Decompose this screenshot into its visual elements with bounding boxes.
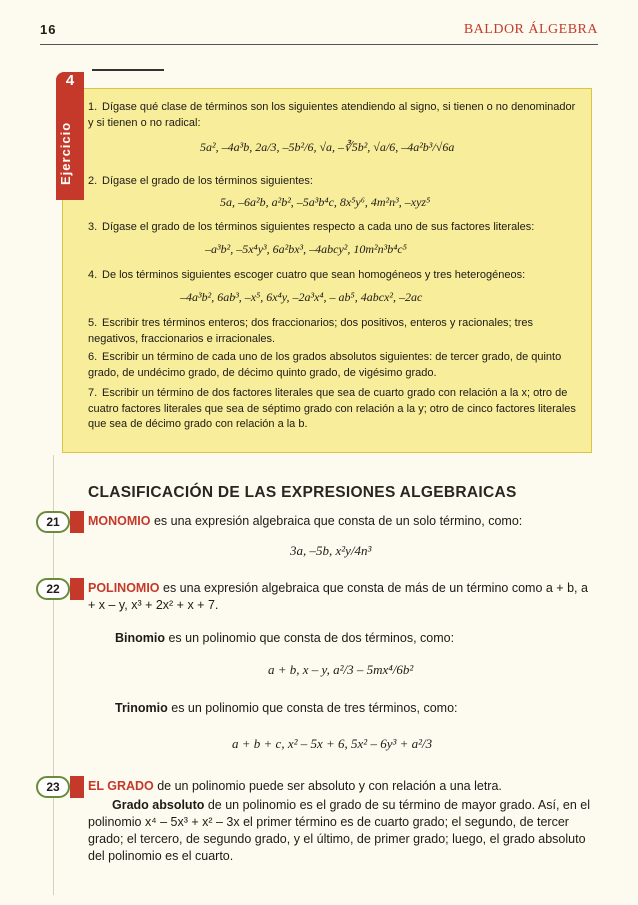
header-rule: [40, 44, 598, 45]
exercise-top-rule: [92, 69, 164, 71]
trinomio-definition: [115, 700, 593, 717]
paragraph-marker: [70, 578, 84, 600]
exercise-item-4: [88, 268, 576, 284]
grado-absoluto-term: Grado absoluto: [112, 798, 205, 812]
exercise-item-2: [88, 174, 576, 190]
item-number: 1.: [88, 101, 98, 113]
grado-absoluto-text: de un polinomio es el grado de su término de mayor grado. Así, en el polinomio x⁴ – 5x³ + x² – 3x el primer término es de cuarto grado; el segundo, de tercer grado; el tercero, de segundo grado, y el último, de primer grado; luego, el grado absoluto del polinomio es el cuarto.: [88, 798, 591, 863]
grado-definition: [88, 778, 593, 795]
item-text: Dígase el grado de los términos siguientes respecto a cada uno de sus factores literales:: [102, 221, 535, 233]
paragraph-marker: [70, 776, 84, 798]
monomio-term: MONOMIO: [88, 514, 151, 528]
polinomio-text: es una expresión algebraica que consta de más de un término como a + b, a + x – y, x³ + 2x² + x + 7.: [88, 581, 588, 612]
item-text: Escribir un término de cada uno de los grados absolutos siguientes: de tercer grado, de quinto grado, de undécimo grado, de décimo quinto grado, de vigésimo grado.: [88, 351, 562, 379]
binomio-definition: [115, 630, 593, 647]
item-text: Escribir un término de dos factores literales que sea de cuarto grado con relación a la x; otro de cuatro factores literales que sea de séptimo grado con relación a la y; otro de cinco factores literales que sea de décimo grado con relación a la b.: [88, 387, 576, 430]
item-text: Dígase qué clase de términos son los siguientes atendiendo al signo, si tienen o no denominador y si tienen o no radical:: [88, 101, 576, 129]
trinomio-term: Trinomio: [115, 701, 168, 715]
exercise-item-7: [88, 386, 576, 433]
item-number: 6.: [88, 351, 98, 363]
trinomio-text: es un polinomio que consta de tres términos, como:: [167, 701, 458, 715]
exercise-formula-4: –4a³b², 6ab³, –x⁵, 6x⁴y, –2a³x⁴, – ab⁵, 4abcx², –2ac: [180, 290, 423, 304]
exercise-item-1: [88, 100, 576, 131]
paragraph-number-22: 22: [36, 578, 70, 600]
grado-text: de un polinomio puede ser absoluto y con relación a una letra.: [153, 779, 502, 793]
page-number: 16: [40, 22, 57, 37]
binomio-term: Binomio: [115, 631, 165, 645]
item-number: 3.: [88, 221, 98, 233]
grado-term: EL GRADO: [88, 779, 154, 793]
monomio-text: es una expresión algebraica que consta de un solo término, como:: [150, 514, 523, 528]
item-number: 4.: [88, 269, 98, 281]
item-number: 7.: [88, 387, 98, 399]
item-number: 2.: [88, 175, 98, 187]
paragraph-number-21: 21: [36, 511, 70, 533]
running-title: BALDOR ÁLGEBRA: [463, 22, 598, 37]
grado-absoluto-paragraph: [88, 797, 593, 865]
exercise-formula-2: 5a, –6a²b, a²b², –5a³b⁴c, 8x⁵y⁶, 4m²n³, –xyz⁵: [220, 195, 431, 209]
paragraph-number-23: 23: [36, 776, 70, 798]
exercise-item-5: [88, 316, 576, 347]
monomio-example: 3a, –5b, x²y/4n³: [290, 543, 372, 558]
item-text: Escribir tres términos enteros; dos fraccionarios; dos positivos, enteros y racionales; tres negativos, fraccionarios e irracionales.: [88, 317, 534, 345]
exercise-item-6: [88, 350, 576, 381]
exercise-label: Ejercicio: [58, 121, 73, 185]
monomio-definition: [88, 513, 593, 530]
item-text: De los términos siguientes escoger cuatro que sean homogéneos y tres heterogéneos:: [102, 269, 526, 281]
item-number: 5.: [88, 317, 98, 329]
section-title: CLASIFICACIÓN DE LAS EXPRESIONES ALGEBRAICAS: [88, 484, 517, 501]
trinomio-example: a + b + c, x² – 5x + 6, 5x² – 6y³ + a²/3: [232, 736, 433, 751]
paragraph-marker: [70, 511, 84, 533]
exercise-formula-1: 5a², –4a³b, 2a/3, –5b²/6, √a, –∛5b², √a/6, –4a²b³/√6a: [200, 140, 455, 154]
exercise-number: 4: [65, 72, 75, 89]
item-text: Dígase el grado de los términos siguientes:: [102, 175, 313, 187]
binomio-example: a + b, x – y, a²/3 – 5mx⁴/6b²: [268, 662, 414, 677]
exercise-item-3: [88, 220, 576, 236]
polinomio-definition: [88, 580, 593, 614]
binomio-text: es un polinomio que consta de dos términos, como:: [165, 631, 455, 645]
polinomio-term: POLINOMIO: [88, 581, 160, 595]
exercise-formula-3: –a³b², –5x⁴y³, 6a²bx³, –4abcy², 10m²n³b⁴c⁵: [205, 242, 407, 256]
